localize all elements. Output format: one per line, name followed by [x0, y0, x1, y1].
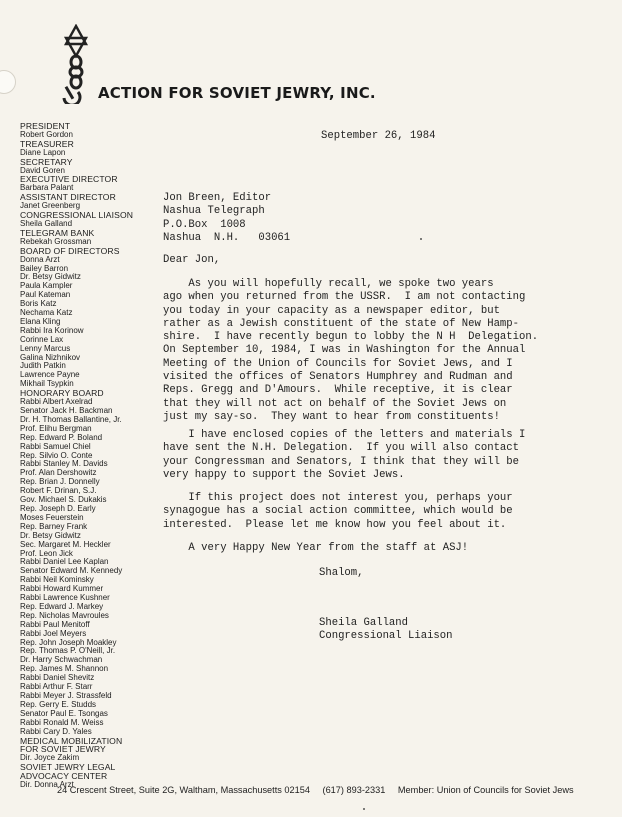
address-line: P.O.Box 1008 [163, 218, 246, 231]
roster-name: Rabbi Albert Axelrad [20, 397, 93, 407]
roster-name: Corinne Lax [20, 334, 64, 344]
roster-name: Rebekah Grossman [20, 236, 92, 246]
roster-name: Nechama Katz [20, 308, 73, 318]
signature-name: Sheila Galland [319, 617, 409, 629]
scan-speck [420, 238, 422, 240]
roster-name: Dir. Joyce Zakim [20, 753, 80, 763]
roster-title: MEDICAL MOBILIZATION [20, 735, 123, 746]
salutation: Dear Jon, [163, 254, 221, 266]
letter-line: rather as a Jewish constituent of the state of New Hamp- [163, 317, 520, 330]
letter-line: As you will hopefully recall, we spoke two years [163, 278, 494, 290]
roster-name: Senator Edward M. Kennedy [20, 566, 123, 576]
roster-name: Dr. Harry Schwachman [20, 655, 103, 665]
roster-name: Sheila Galland [20, 218, 73, 228]
org-name: ACTION FOR SOVIET JEWRY, INC. [98, 84, 376, 102]
roster-name: Senator Jack H. Backman [20, 406, 113, 415]
footer-phone: (617) 893-2331 [322, 785, 386, 795]
paragraph-3 [163, 492, 513, 532]
officers-roster [20, 122, 160, 790]
roster-name: Rabbi Joel Meyers [20, 628, 87, 638]
letter-line: Reps. Gregg and D'Amours. While receptive, it is clear [163, 384, 513, 397]
star-of-david-chain-hammer-sickle-icon [56, 24, 100, 104]
roster-name: Rabbi Howard Kummer [20, 584, 104, 594]
roster-name: Rabbi Neil Kominsky [20, 575, 94, 585]
address-line: Jon Breen, Editor [163, 192, 272, 204]
roster-title: SOVIET JEWRY LEGAL [20, 762, 116, 773]
roster-title: TELEGRAM BANK [20, 227, 95, 238]
roster-title: HONORARY BOARD [20, 388, 104, 399]
roster-title: CONGRESSIONAL LIAISON [20, 210, 134, 221]
roster-name: Rep. Joseph D. Early [20, 503, 96, 513]
letter-line: very happy to support the Soviet Jews. [163, 468, 405, 481]
footer-address: 24 Crescent Street, Suite 2G, Waltham, Massachusetts 02154 [57, 785, 310, 795]
roster-name: Rep. James M. Shannon [20, 664, 109, 674]
roster-name: Donna Arzt [20, 254, 60, 264]
signature-title: Congressional Liaison [319, 630, 453, 642]
roster-name: Prof. Alan Dershowitz [20, 468, 97, 478]
roster-name: Rabbi Meyer J. Strassfeld [20, 691, 112, 700]
closing: Shalom, [319, 567, 364, 579]
letter-line: have sent the N.H. Delegation. If you will also contact [163, 442, 520, 455]
letter-line: you today in your capacity as a newspaper editor, but [163, 304, 500, 317]
letter-line: just my say-so. They want to hear from constituents! [163, 410, 500, 423]
roster-name: Robert Gordon [20, 129, 73, 139]
roster-title: BOARD OF DIRECTORS [20, 245, 120, 256]
roster-name: Rep. Barney Frank [20, 521, 88, 531]
roster-name: Rep. Edward J. Markey [20, 601, 104, 611]
roster-name: Janet Greenberg [20, 201, 81, 211]
roster-name: Rep. Thomas P. O'Neill, Jr. [20, 646, 116, 656]
roster-name: Dir. Donna Arzt [20, 780, 74, 790]
roster-name: Moses Feuerstein [20, 512, 84, 522]
roster-title: SECRETARY [20, 156, 73, 167]
letter-line: On September 10, 1984, I was in Washington for the Annual [163, 344, 526, 357]
roster-name: Rabbi Ronald M. Weiss [20, 717, 104, 727]
roster-name: Galina Nizhnikov [20, 352, 81, 362]
roster-name: Lawrence Payne [20, 370, 80, 380]
roster-name: Rabbi Ira Korinow [20, 325, 84, 335]
roster-name: Paula Kampler [20, 281, 73, 291]
roster-title: EXECUTIVE DIRECTOR [20, 174, 118, 185]
roster-name: Rabbi Arthur F. Starr [20, 682, 93, 692]
roster-name: Diane Lapon [20, 147, 66, 157]
letter-line: A very Happy New Year from the staff at ASJ! [163, 542, 469, 554]
roster-name: Barbara Palant [20, 183, 74, 193]
letter-line: interested. Please let me know how you feel about it. [163, 518, 507, 531]
letterhead-footer [57, 785, 584, 795]
roster-name: Rabbi Daniel Lee Kaplan [20, 557, 109, 567]
letter-date: September 26, 1984 [321, 130, 436, 142]
roster-name: Bailey Barron [20, 263, 69, 273]
roster-title: ADVOCACY CENTER [20, 771, 108, 782]
roster-title: ASSISTANT DIRECTOR [20, 192, 116, 203]
paragraph-1 [163, 278, 538, 424]
roster-name: Rabbi Stanley M. Davids [20, 459, 108, 469]
roster-name: Prof. Leon Jick [20, 548, 73, 558]
roster-name: Dr. Betsy Gidwitz [20, 530, 81, 540]
roster-name: Senator Paul E. Tsongas [20, 708, 108, 718]
roster-name: Rep. Gerry E. Studds [20, 699, 97, 709]
roster-name: Rep. Brian J. Donnelly [20, 477, 100, 487]
punch-hole [0, 70, 16, 94]
recipient-address [163, 192, 290, 245]
roster-title: FOR SOVIET JEWRY [20, 744, 106, 755]
address-line: Nashua Telegraph [163, 205, 265, 218]
roster-name: Rabbi Paul Menitoff [20, 619, 90, 629]
roster-title: TREASURER [20, 138, 74, 149]
paragraph-2 [163, 429, 525, 482]
roster-name: Rabbi Samuel Chiel [20, 441, 91, 451]
letter-line: I have enclosed copies of the letters and materials I [163, 429, 526, 441]
roster-title: PRESIDENT [20, 121, 71, 131]
roster-name: Elana Kling [20, 316, 61, 326]
address-line: Nashua N.H. 03061 [163, 231, 291, 244]
roster-name: Lenny Marcus [20, 343, 71, 353]
letter-line: ago when you returned from the USSR. I am not contacting [163, 291, 526, 304]
roster-name: Rabbi Daniel Shevitz [20, 673, 95, 683]
roster-name: Paul Kateman [20, 290, 71, 300]
roster-name: David Goren [20, 165, 65, 175]
roster-name: Rep. Silvio O. Conte [20, 450, 93, 460]
letter-line: synagogue has a social action committee, which would be [163, 505, 513, 518]
roster-name: Rabbi Cary D. Yales [20, 726, 92, 736]
roster-name: Mikhail Tsypkin [20, 379, 74, 389]
roster-name: Judith Patkin [20, 361, 66, 371]
roster-name: Rep. John Joseph Moakley [20, 637, 117, 647]
letter-line: your Congressman and Senators, I think that they will be [163, 455, 520, 468]
letter-line: visited the offices of Senators Humphrey and Rudman and [163, 371, 513, 384]
roster-name: Robert F. Drinan, S.J. [20, 486, 97, 496]
roster-name: Gov. Michael S. Dukakis [20, 495, 107, 505]
letter-line: If this project does not interest you, perhaps your [163, 492, 513, 504]
letter-line: shire. I have recently begun to lobby the N H Delegation. [163, 331, 539, 344]
scan-speck [363, 808, 365, 810]
letter-line: that they will not act on behalf of the Soviet Jews on [163, 397, 507, 410]
roster-name: Prof. Elihu Bergman [20, 423, 92, 433]
roster-name: Boris Katz [20, 299, 57, 309]
roster-name: Sec. Margaret M. Heckler [20, 539, 111, 549]
roster-name: Dr. Betsy Gidwitz [20, 272, 81, 282]
letter-line: Meeting of the Union of Councils for Soviet Jews, and I [163, 357, 513, 370]
roster-name: Rabbi Lawrence Kushner [20, 593, 110, 603]
roster-name: Rep. Nicholas Mavroules [20, 610, 109, 620]
footer-member: Member: Union of Councils for Soviet Jews [397, 785, 574, 795]
roster-name: Dr. H. Thomas Ballantine, Jr. [20, 414, 122, 424]
paragraph-4 [163, 542, 468, 555]
roster-name: Rep. Edward P. Boland [20, 432, 103, 442]
